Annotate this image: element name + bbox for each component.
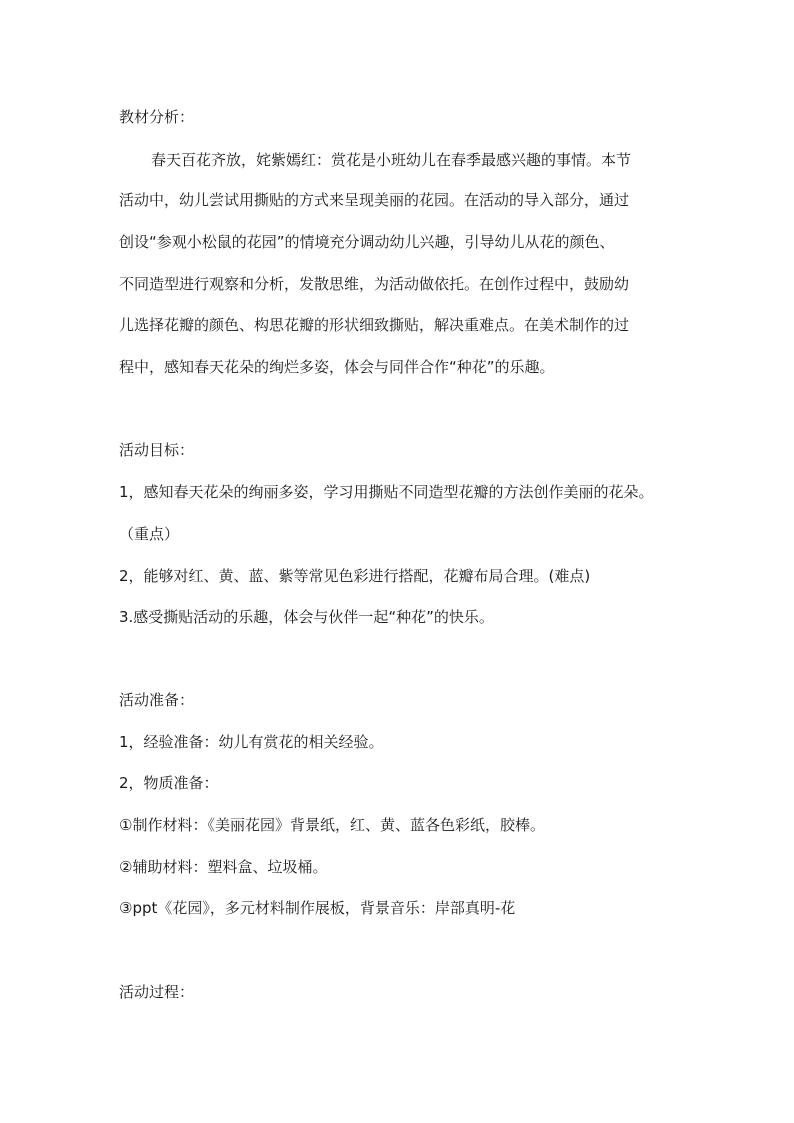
- analysis-line-3: 创设“参观小松鼠的花园”的情境充分调动幼儿兴趣，引导幼儿从花的颜色、: [119, 233, 615, 251]
- goals-heading: 活动目标：: [119, 441, 195, 459]
- preparation-item-2: 2，物质准备：: [119, 774, 219, 792]
- preparation-subitem-3: ③ppt《花园》，多元材料制作展板，背景音乐：岸部真明-花: [119, 899, 516, 917]
- analysis-line-2: 活动中，幼儿尝试用撕贴的方式来呈现美丽的花园。在活动的导入部分，通过: [119, 191, 630, 209]
- analysis-line-5: 儿选择花瓣的颜色、构思花瓣的形状细致撕贴，解决重难点。在美术制作的过: [119, 316, 630, 334]
- goal-item-1-note: （重点）: [119, 525, 180, 543]
- goal-item-1: 1，感知春天花朵的绚丽多姿，学习用撕贴不同造型花瓣的方法创作美丽的花朵。: [119, 483, 654, 501]
- preparation-item-1: 1，经验准备：幼儿有赏花的相关经验。: [119, 733, 384, 751]
- analysis-line-4: 不同造型进行观察和分析，发散思维，为活动做依托。在创作过程中，鼓励幼: [119, 275, 630, 293]
- process-heading: 活动过程：: [119, 983, 195, 1001]
- goal-item-3: 3.感受撕贴活动的乐趣，体会与伙伴一起“种花”的快乐。: [119, 608, 494, 626]
- preparation-subitem-2: ②辅助材料：塑料盒、垃圾桶。: [119, 858, 328, 876]
- goal-item-2: 2，能够对红、黄、蓝、紫等常见色彩进行搭配，花瓣布局合理。(难点): [119, 567, 591, 585]
- analysis-line-1: 春天百花齐放，姹紫嫣红：赏花是小班幼儿在春季最感兴趣的事情。本节: [151, 151, 632, 169]
- preparation-heading: 活动准备：: [119, 691, 195, 709]
- analysis-line-6: 程中，感知春天花朵的绚烂多姿，体会与同伴合作“种花”的乐趣。: [119, 358, 555, 376]
- analysis-heading: 教材分析：: [119, 108, 195, 126]
- preparation-subitem-1: ①制作材料：《美丽花园》背景纸，红、黄、蓝各色彩纸，胶棒。: [119, 816, 545, 834]
